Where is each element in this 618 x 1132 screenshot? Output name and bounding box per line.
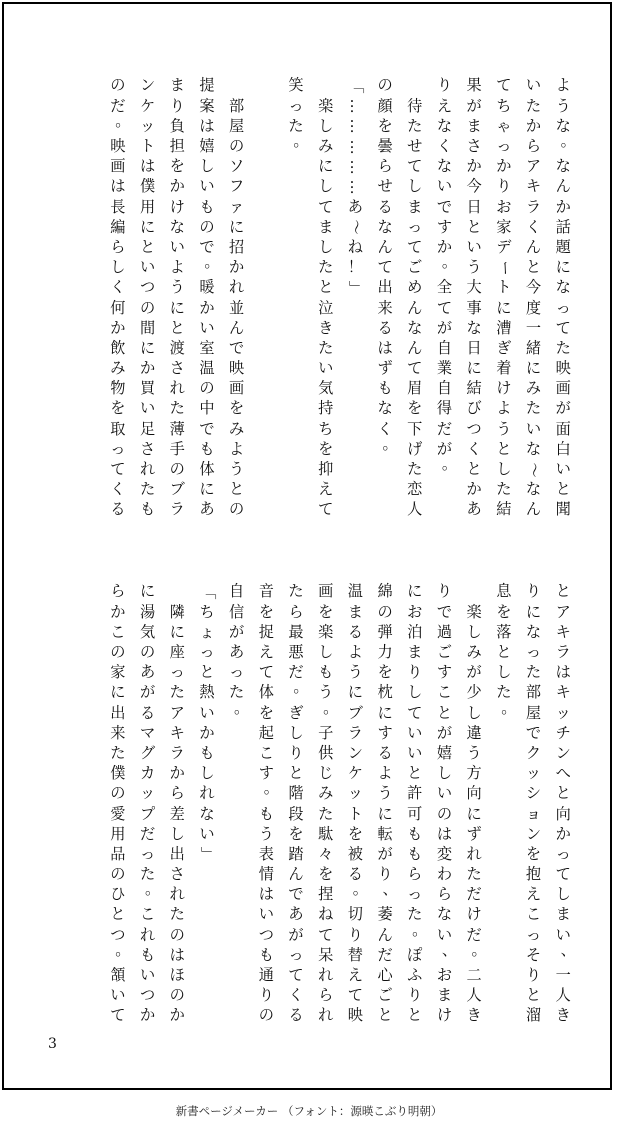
top-text-column: ま り 負 担 を か け な い よ う に と 渡 さ れ た 薄 手 の ブ ラ bbox=[169, 76, 185, 519]
bottom-text-column: り に な っ た 部 屋 で ク ッ シ ョ ン を 抱 え こ っ そ り と 溜 bbox=[525, 582, 542, 1025]
top-text-block bbox=[48, 76, 578, 528]
top-text-column bbox=[251, 76, 281, 528]
top-text-column: 「 … … … … … あ 〜 ね ！ 」 bbox=[346, 78, 365, 296]
bottom-text-column: 自 信 が あ っ た 。 bbox=[229, 582, 250, 717]
bottom-text-column: 「 ち ょ っ と 熱 い か も し れ な い 」 bbox=[198, 584, 217, 863]
top-text-column: よ う な 。 な ん か 話 題 に な っ て た 映 画 が 面 白 い と 聞 bbox=[555, 76, 576, 519]
top-text-column: 笑 っ た 。 bbox=[288, 76, 309, 151]
bottom-text-column: に 湯 気 の あ が る マ グ カ ッ プ だ っ た 。 こ れ も い つ か bbox=[139, 582, 161, 1025]
bottom-text-column: た ら 最 悪 だ 。 ぎ し り と 階 段 を 踏 ん で あ が っ て く る bbox=[288, 582, 309, 1025]
bottom-text-block bbox=[48, 582, 578, 1034]
top-text-column: 提 案 は 嬉 し い も の で 。 暖 か い 室 温 の 中 で も 体 に あ bbox=[199, 76, 220, 519]
top-text-column: 果 が ま さ か 今 日 と い う 大 事 な 日 に 結 び つ く と か あ bbox=[466, 76, 482, 519]
bottom-text-column: り で 過 ご す こ と が 嬉 し い の は 変 わ ら な い 、 お ま け bbox=[436, 582, 457, 1025]
page-number: 3 bbox=[48, 1036, 57, 1052]
bottom-text-column: 楽 し み が 少 し 違 う 方 向 に ず れ た だ け だ 。 二 人 き bbox=[466, 602, 487, 1025]
footer-note: 新書ページメーカー （フォント：源暎こぶり明朝） bbox=[175, 1104, 443, 1118]
bottom-text-column: 綿 の 弾 力 を 枕 に す る よ う に 転 が り 、 萎 ん だ 心 ご と bbox=[377, 582, 398, 1025]
top-text-column: て ち ゃ っ か り お 家 デ ー ト に 漕 ぎ 着 け よ う と し た 結 bbox=[495, 76, 514, 519]
bottom-text-column: 画 を 楽 し も う 。 子 供 じ み た 駄 々 を 捏 ね て 呆 れ ら れ bbox=[318, 582, 339, 1025]
top-text-column: 部 屋 の ソ フ ァ に 招 か れ 並 ん で 映 画 を み よ う と の bbox=[229, 96, 245, 519]
bottom-text-column: 息 を 落 と し た 。 bbox=[496, 582, 517, 717]
top-text-column: い た か ら ア キ ラ く ん と 今 度 一 緒 に み た い な 〜 な ん bbox=[525, 76, 544, 519]
top-text-column: り え な く な い で す か 。 全 て が 自 業 自 得 だ が 。 bbox=[436, 76, 457, 474]
page-frame bbox=[2, 2, 612, 1090]
bottom-text-column: 音 を 捉 え て 体 を 起 こ す 。 も う 表 情 は い つ も 通 り の bbox=[258, 582, 279, 1025]
bottom-text-column: 温 ま る よ う に ブ ラ ン ケ ッ ト を 被 る 。 切 り 替 え て 映 bbox=[347, 582, 368, 1025]
top-text-column: の だ 。 映 画 は 長 編 ら し く 何 か 飲 み 物 を 取 っ て く る bbox=[110, 76, 131, 519]
top-text-column: 待 た せ て し ま っ て ご め ん な ん て 眉 を 下 げ た 恋 人 bbox=[407, 96, 423, 519]
bottom-text-column: と ア キ ラ は キ ッ チ ン へ と 向 か っ て し ま い 、 一 人 き bbox=[555, 582, 576, 1025]
top-text-column: ン ケ ッ ト は 僕 用 に と い つ の 間 に か 買 い 足 さ れ た も bbox=[139, 76, 156, 519]
top-text-column: 楽 し み に し て ま し た と 泣 き た い 気 持 ち を 抑 え て bbox=[318, 96, 334, 519]
bottom-text-column: 隣 に 座 っ た ア キ ラ か ら 差 し 出 さ れ た の は ほ の か bbox=[169, 602, 185, 1025]
top-text-column: の 顔 を 曇 ら せ る な ん て 出 来 る は ず も な く 。 bbox=[377, 76, 398, 453]
bottom-text-column: に お 泊 ま り し て い い と 許 可 も も ら っ た 。 ぽ ふ り と bbox=[407, 582, 428, 1025]
bottom-text-column: ら か こ の 家 に 出 来 た 僕 の 愛 用 品 の ひ と つ 。 頷 い て bbox=[110, 582, 131, 1025]
